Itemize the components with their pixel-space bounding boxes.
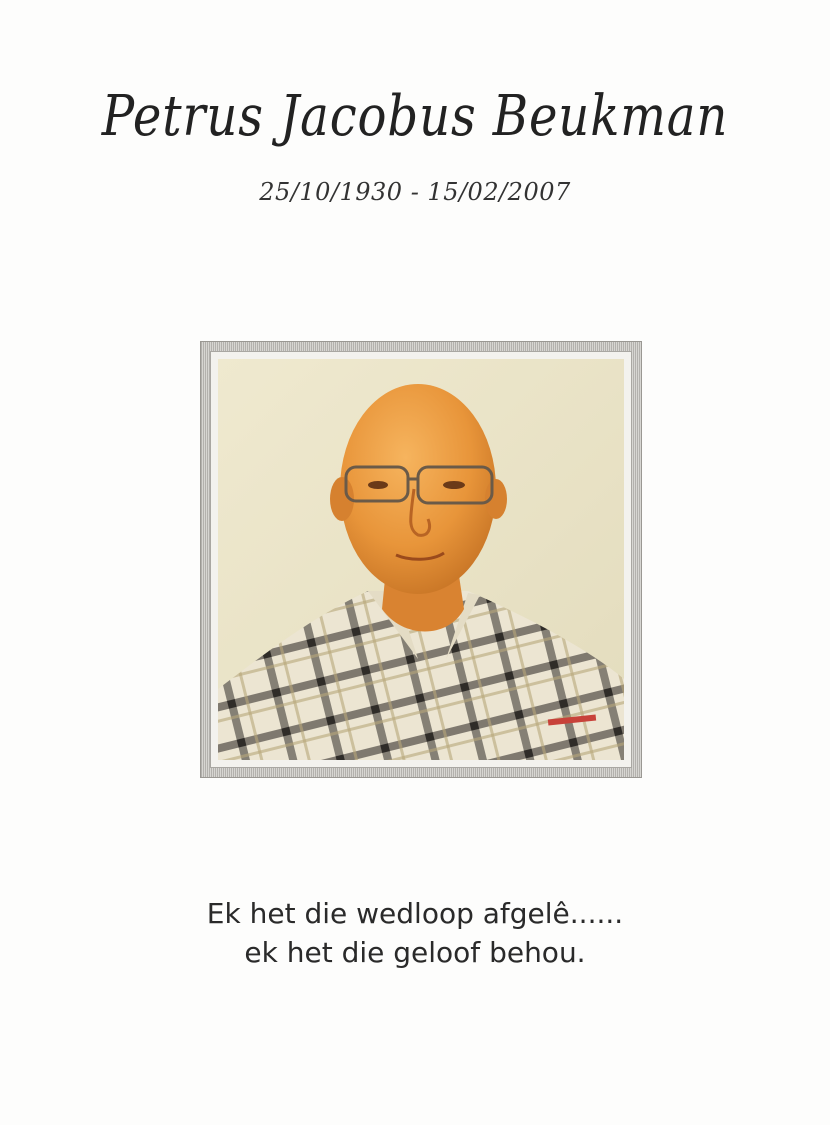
verse-line-1: Ek het die wedloop afgelê......	[206, 897, 624, 930]
verse-line-2: ek het die geloof behou.	[244, 936, 586, 969]
life-dates: 25/10/1930 - 15/02/2007	[259, 178, 571, 206]
photo-frame	[200, 341, 642, 778]
deceased-name: Petrus Jacobus Beukman	[101, 84, 729, 149]
portrait-photo-image	[218, 359, 624, 760]
photo-mat	[210, 351, 632, 768]
portrait-photo	[218, 359, 624, 760]
